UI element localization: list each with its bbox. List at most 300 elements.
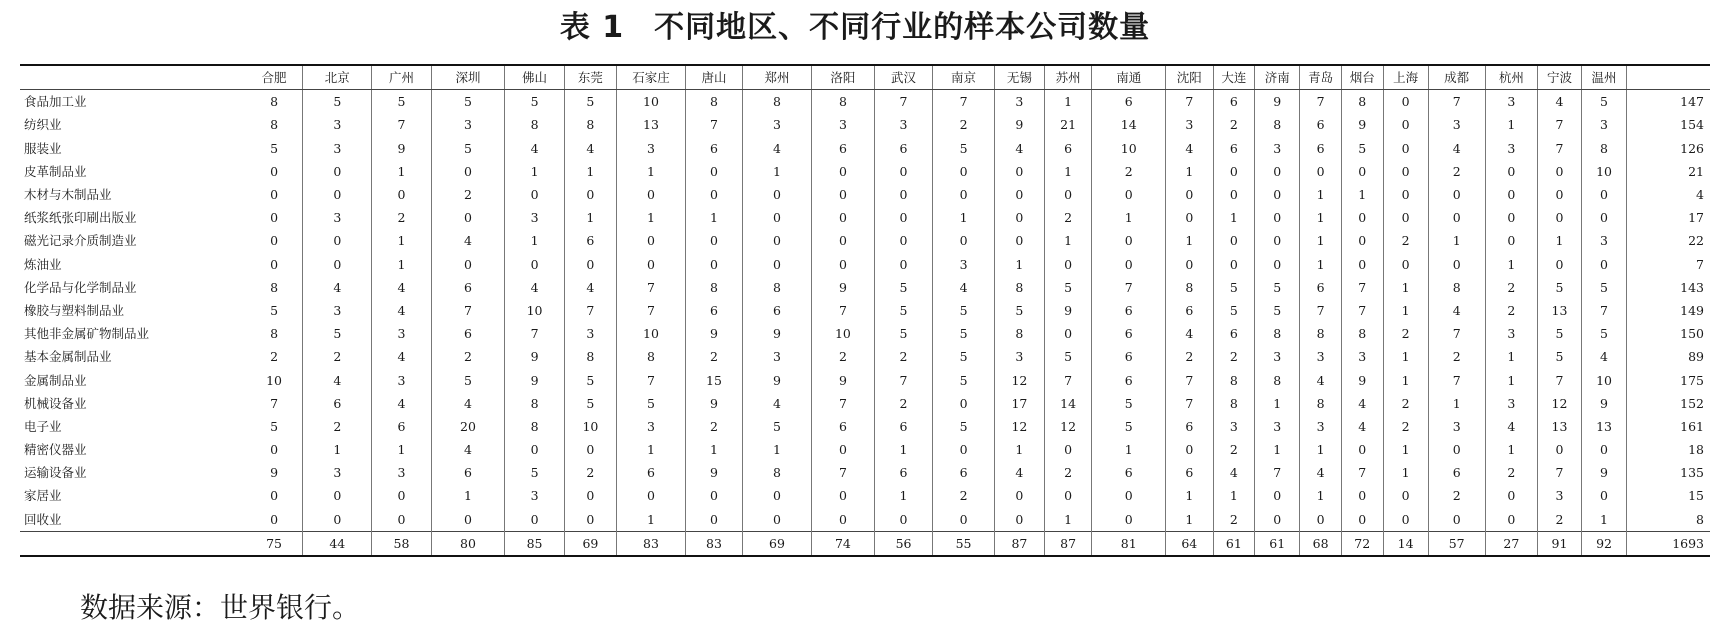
row-total-cell: 135: [1627, 461, 1710, 484]
table-cell: 9: [372, 137, 431, 160]
table-cell: 0: [1485, 484, 1537, 507]
table-cell: 12: [994, 368, 1044, 391]
table-cell: 3: [1300, 415, 1342, 438]
table-cell: 6: [1092, 461, 1166, 484]
table-cell: 0: [1341, 508, 1383, 532]
column-header-11: 南京: [933, 65, 995, 90]
table-cell: 3: [1485, 392, 1537, 415]
table-cell: 9: [743, 322, 812, 345]
table-cell: 8: [1255, 322, 1300, 345]
table-cell: 0: [1092, 484, 1166, 507]
table-cell: 0: [1537, 183, 1581, 206]
table-cell: 5: [1581, 322, 1626, 345]
table-cell: 10: [1581, 160, 1626, 183]
table-cell: 10: [617, 322, 686, 345]
table-cell: 0: [1428, 508, 1485, 532]
column-total-cell: 81: [1092, 531, 1166, 556]
column-header-24: 温州: [1581, 65, 1626, 90]
table-cell: 10: [811, 322, 874, 345]
table-cell: 0: [811, 484, 874, 507]
table-cell: 4: [564, 276, 616, 299]
table-cell: 0: [1213, 229, 1255, 252]
table-cell: 5: [1341, 137, 1383, 160]
table-cell: 3: [1485, 137, 1537, 160]
table-cell: 0: [1537, 253, 1581, 276]
table-cell: 0: [874, 508, 932, 532]
table-cell: 1: [874, 438, 932, 461]
table-cell: 7: [1166, 392, 1214, 415]
table-cell: 0: [564, 508, 616, 532]
grand-total-cell: 1693: [1627, 531, 1710, 556]
table-cell: 3: [564, 322, 616, 345]
table-cell: 5: [1044, 345, 1092, 368]
table-cell: 0: [994, 206, 1044, 229]
table-cell: 0: [1341, 229, 1383, 252]
column-header-18: 青岛: [1300, 65, 1342, 90]
industry-name: 运输设备业: [24, 465, 87, 481]
table-cell: 0: [1092, 229, 1166, 252]
row-total-cell: 147: [1627, 90, 1710, 114]
table-cell: 2: [564, 461, 616, 484]
table-cell: 5: [505, 461, 564, 484]
table-cell: 0: [1044, 183, 1092, 206]
table-cell: 0: [1581, 438, 1626, 461]
column-total-cell: 27: [1485, 531, 1537, 556]
table-cell: 8: [1300, 392, 1342, 415]
column-header-19: 烟台: [1341, 65, 1383, 90]
table-cell: 8: [994, 276, 1044, 299]
table-cell: 0: [1537, 206, 1581, 229]
table-cell: 7: [1166, 368, 1214, 391]
table-cell: 2: [303, 415, 372, 438]
table-cell: 9: [1255, 90, 1300, 114]
table-cell: 3: [743, 345, 812, 368]
table-cell: 2: [1044, 206, 1092, 229]
industry-name: 纺织业: [24, 117, 62, 133]
table-cell: 9: [743, 368, 812, 391]
table-cell: 5: [1092, 415, 1166, 438]
table-cell: 1: [1383, 461, 1428, 484]
table-cell: 7: [933, 90, 995, 114]
column-total-cell: 74: [811, 531, 874, 556]
table-cell: 0: [685, 484, 742, 507]
column-total-cell: 91: [1537, 531, 1581, 556]
table-cell: 4: [1213, 461, 1255, 484]
table-cell: 8: [270, 326, 279, 342]
column-header-20: 上海: [1383, 65, 1428, 90]
table-cell: 0: [431, 253, 505, 276]
table-cell: 6: [685, 137, 742, 160]
sample-company-table: [20, 64, 1710, 557]
table-cell: 6: [617, 461, 686, 484]
table-cell: 2: [372, 206, 431, 229]
table-cell: 0: [303, 160, 372, 183]
industry-name: 化学品与化学制品业: [24, 279, 137, 295]
table-cell: 5: [1581, 276, 1626, 299]
table-cell: 8: [1428, 276, 1485, 299]
table-cell: 0: [1428, 206, 1485, 229]
table-cell: 0: [1044, 438, 1092, 461]
column-header-17: 济南: [1255, 65, 1300, 90]
table-cell: 1: [505, 229, 564, 252]
table-cell: 3: [1428, 113, 1485, 136]
column-total-cell: 55: [933, 531, 995, 556]
table-cell: 1: [372, 229, 431, 252]
table-cell: 7: [1428, 368, 1485, 391]
table-row: [20, 113, 1710, 136]
table-cell: 1: [1213, 484, 1255, 507]
row-total-cell: 154: [1627, 113, 1710, 136]
table-cell: 4: [1537, 90, 1581, 114]
table-cell: 0: [270, 256, 279, 272]
table-cell: 0: [933, 438, 995, 461]
table-cell: 1: [685, 206, 742, 229]
row-total-cell: 22: [1627, 229, 1710, 252]
table-cell: 8: [1341, 90, 1383, 114]
table-cell: 7: [1300, 299, 1342, 322]
row-total-cell: 8: [1627, 508, 1710, 532]
table-cell: 1: [617, 438, 686, 461]
table-cell: 9: [685, 392, 742, 415]
table-cell: 6: [1092, 345, 1166, 368]
table-cell: 1: [1300, 438, 1342, 461]
table-cell: 3: [1485, 322, 1537, 345]
table-cell: 0: [811, 438, 874, 461]
table-cell: 6: [743, 299, 812, 322]
column-header-6: 石家庄: [617, 65, 686, 90]
table-cell: 0: [1428, 253, 1485, 276]
industry-name: 磁光记录介质制造业: [24, 233, 137, 249]
table-cell: 5: [1044, 276, 1092, 299]
table-cell: 8: [1166, 276, 1214, 299]
column-total-cell: 64: [1166, 531, 1214, 556]
table-cell: 1: [1255, 392, 1300, 415]
table-cell: 13: [1537, 299, 1581, 322]
table-cell: 1: [1044, 160, 1092, 183]
table-cell: 5: [1537, 345, 1581, 368]
table-cell: 1: [1092, 206, 1166, 229]
table-cell: 4: [1581, 345, 1626, 368]
table-cell: 7: [617, 299, 686, 322]
table-cell: 0: [1428, 183, 1485, 206]
column-header-21: 成都: [1428, 65, 1485, 90]
table-cell: 10: [617, 90, 686, 114]
table-cell: 3: [372, 368, 431, 391]
table-row: [20, 392, 1710, 415]
table-cell: 0: [933, 160, 995, 183]
table-cell: 0: [1383, 113, 1428, 136]
table-cell: 1: [617, 160, 686, 183]
table-cell: 0: [1485, 229, 1537, 252]
column-total-cell: 69: [564, 531, 616, 556]
table-cell: 1: [1383, 368, 1428, 391]
table-cell: 4: [994, 137, 1044, 160]
table-cell: 7: [1581, 299, 1626, 322]
table-row: [20, 368, 1710, 391]
table-cell: 7: [1300, 90, 1342, 114]
table-cell: 7: [617, 276, 686, 299]
table-cell: 9: [685, 322, 742, 345]
table-cell: 9: [1044, 299, 1092, 322]
table-cell: 2: [1428, 160, 1485, 183]
table-cell: 6: [1044, 137, 1092, 160]
table-cell: 4: [431, 229, 505, 252]
row-total-cell: 150: [1627, 322, 1710, 345]
table-cell: 0: [874, 229, 932, 252]
table-cell: 6: [1300, 137, 1342, 160]
table-cell: 7: [1341, 276, 1383, 299]
table-cell: 8: [1213, 368, 1255, 391]
table-row: [20, 322, 1710, 345]
table-cell: 2: [811, 345, 874, 368]
row-total-cell: 143: [1627, 276, 1710, 299]
table-cell: 6: [431, 276, 505, 299]
table-cell: 0: [270, 233, 279, 249]
table-cell: 3: [505, 484, 564, 507]
table-cell: 0: [1255, 206, 1300, 229]
row-total-cell: 7: [1627, 253, 1710, 276]
table-cell: 1: [1166, 484, 1214, 507]
industry-name: 精密仪器业: [24, 442, 87, 458]
table-cell: 4: [743, 392, 812, 415]
table-cell: 5: [933, 322, 995, 345]
table-cell: 5: [1213, 276, 1255, 299]
table-cell: 1: [1300, 229, 1342, 252]
table-cell: 3: [431, 113, 505, 136]
table-cell: 4: [933, 276, 995, 299]
table-cell: 8: [270, 117, 279, 133]
table-cell: 5: [1581, 90, 1626, 114]
industry-name: 炼油业: [24, 256, 62, 272]
table-cell: 9: [270, 465, 279, 481]
table-cell: 4: [1300, 461, 1342, 484]
table-cell: 6: [1092, 90, 1166, 114]
table-cell: 7: [617, 368, 686, 391]
column-total-cell: 69: [743, 531, 812, 556]
table-cell: 7: [1537, 461, 1581, 484]
row-total-cell: 17: [1627, 206, 1710, 229]
table-title: [0, 6, 1710, 50]
table-cell: 0: [933, 392, 995, 415]
table-cell: 1: [1166, 160, 1214, 183]
table-cell: 12: [994, 415, 1044, 438]
table-cell: 0: [1485, 183, 1537, 206]
table-cell: 9: [685, 461, 742, 484]
row-total-cell: 149: [1627, 299, 1710, 322]
table-row: [20, 276, 1710, 299]
table-row: [20, 229, 1710, 252]
table-cell: 0: [1537, 160, 1581, 183]
table-cell: 3: [1581, 229, 1626, 252]
row-total-cell: 161: [1627, 415, 1710, 438]
table-cell: 0: [743, 229, 812, 252]
table-cell: 4: [372, 299, 431, 322]
table-cell: 5: [1213, 299, 1255, 322]
table-cell: 8: [1213, 392, 1255, 415]
table-cell: 2: [1383, 415, 1428, 438]
table-cell: 1: [994, 253, 1044, 276]
table-row: [20, 484, 1710, 507]
table-cell: 5: [564, 90, 616, 114]
table-cell: 0: [1092, 183, 1166, 206]
table-cell: 6: [431, 461, 505, 484]
column-header-2: 广州: [372, 65, 431, 90]
table-row: [20, 137, 1710, 160]
column-total-cell: 85: [505, 531, 564, 556]
table-cell: 0: [811, 160, 874, 183]
table-cell: 0: [1383, 253, 1428, 276]
row-total-cell: 89: [1627, 345, 1710, 368]
table-cell: 0: [994, 183, 1044, 206]
table-cell: 2: [1537, 508, 1581, 532]
table-row: [20, 90, 1710, 114]
table-cell: 8: [743, 461, 812, 484]
table-cell: 3: [1255, 415, 1300, 438]
industry-name: 基本金属制品业: [24, 349, 112, 365]
table-cell: 1: [1255, 438, 1300, 461]
table-cell: 6: [1092, 368, 1166, 391]
industry-name: 木材与木制品业: [24, 187, 112, 203]
table-cell: 4: [303, 368, 372, 391]
table-cell: 7: [874, 368, 932, 391]
table-cell: 0: [1383, 508, 1428, 532]
table-cell: 10: [564, 415, 616, 438]
column-header-4: 佛山: [505, 65, 564, 90]
table-cell: 0: [874, 160, 932, 183]
table-cell: 0: [1255, 229, 1300, 252]
table-cell: 1: [1092, 438, 1166, 461]
table-cell: 1: [1383, 299, 1428, 322]
column-header-12: 无锡: [994, 65, 1044, 90]
row-total-cell: 175: [1627, 368, 1710, 391]
table-cell: 9: [1341, 113, 1383, 136]
table-cell: 2: [1166, 345, 1214, 368]
table-cell: 2: [1213, 508, 1255, 532]
table-cell: 7: [811, 392, 874, 415]
table-cell: 7: [811, 299, 874, 322]
table-cell: 0: [994, 160, 1044, 183]
table-cell: 6: [1166, 415, 1214, 438]
column-totals-row: [20, 531, 1710, 556]
table-cell: 0: [811, 508, 874, 532]
table-row: [20, 160, 1710, 183]
table-cell: 8: [505, 415, 564, 438]
table-cell: 0: [1166, 206, 1214, 229]
table-cell: 4: [994, 461, 1044, 484]
table-cell: 6: [1428, 461, 1485, 484]
table-cell: 0: [303, 183, 372, 206]
table-cell: 8: [1255, 368, 1300, 391]
table-cell: 3: [1255, 345, 1300, 368]
table-cell: 0: [270, 442, 279, 458]
column-total-cell: 80: [431, 531, 505, 556]
table-cell: 3: [1213, 415, 1255, 438]
table-cell: 1: [1485, 345, 1537, 368]
row-total-cell: 152: [1627, 392, 1710, 415]
table-cell: 3: [743, 113, 812, 136]
column-total-cell: 61: [1255, 531, 1300, 556]
table-cell: 7: [685, 113, 742, 136]
table-cell: 0: [1485, 160, 1537, 183]
table-cell: 0: [994, 229, 1044, 252]
table-cell: 2: [874, 345, 932, 368]
table-cell: 4: [505, 137, 564, 160]
table-row: [20, 206, 1710, 229]
table-cell: 7: [1092, 276, 1166, 299]
table-cell: 2: [303, 345, 372, 368]
column-header-5: 东莞: [564, 65, 616, 90]
table-cell: 2: [933, 484, 995, 507]
table-cell: 0: [303, 508, 372, 532]
table-row: [20, 438, 1710, 461]
table-cell: 6: [1166, 299, 1214, 322]
table-cell: 1: [743, 160, 812, 183]
table-cell: 5: [303, 90, 372, 114]
table-cell: 3: [994, 345, 1044, 368]
table-cell: 5: [1255, 276, 1300, 299]
table-cell: 6: [1213, 137, 1255, 160]
table-cell: 9: [505, 345, 564, 368]
table-cell: 8: [811, 90, 874, 114]
table-cell: 0: [1213, 253, 1255, 276]
industry-name: 橡胶与塑料制品业: [24, 302, 125, 318]
table-cell: 0: [1300, 508, 1342, 532]
table-cell: 0: [811, 229, 874, 252]
table-cell: 0: [372, 484, 431, 507]
table-cell: 3: [1341, 345, 1383, 368]
table-cell: 5: [431, 137, 505, 160]
table-container: [20, 64, 1710, 557]
table-cell: 6: [431, 322, 505, 345]
table-cell: 4: [372, 345, 431, 368]
table-cell: 0: [1044, 484, 1092, 507]
table-cell: 5: [1537, 322, 1581, 345]
table-cell: 3: [1581, 113, 1626, 136]
table-cell: 14: [1092, 113, 1166, 136]
column-header-1: 北京: [303, 65, 372, 90]
industry-name: 回收业: [24, 511, 62, 527]
table-cell: 8: [685, 90, 742, 114]
table-cell: 3: [303, 299, 372, 322]
table-cell: 6: [933, 461, 995, 484]
table-cell: 17: [994, 392, 1044, 415]
table-cell: 0: [1383, 206, 1428, 229]
table-cell: 9: [1581, 392, 1626, 415]
table-cell: 0: [685, 508, 742, 532]
table-cell: 3: [994, 90, 1044, 114]
column-header-total: [1627, 65, 1710, 90]
table-cell: 7: [1537, 368, 1581, 391]
table-cell: 0: [933, 183, 995, 206]
industry-name: 纸浆纸张印刷出版业: [24, 210, 137, 226]
industry-name: 金属制品业: [24, 372, 87, 388]
table-cell: 6: [685, 299, 742, 322]
table-cell: 0: [874, 183, 932, 206]
row-total-cell: 15: [1627, 484, 1710, 507]
table-cell: 0: [811, 253, 874, 276]
table-cell: 1: [1044, 508, 1092, 532]
table-cell: 7: [270, 395, 279, 411]
table-cell: 0: [874, 206, 932, 229]
table-cell: 12: [1044, 415, 1092, 438]
table-cell: 0: [505, 438, 564, 461]
table-cell: 7: [1044, 368, 1092, 391]
table-cell: 0: [564, 183, 616, 206]
table-cell: 8: [564, 345, 616, 368]
column-header-16: 大连: [1213, 65, 1255, 90]
table-cell: 1: [1044, 90, 1092, 114]
table-row: [20, 461, 1710, 484]
